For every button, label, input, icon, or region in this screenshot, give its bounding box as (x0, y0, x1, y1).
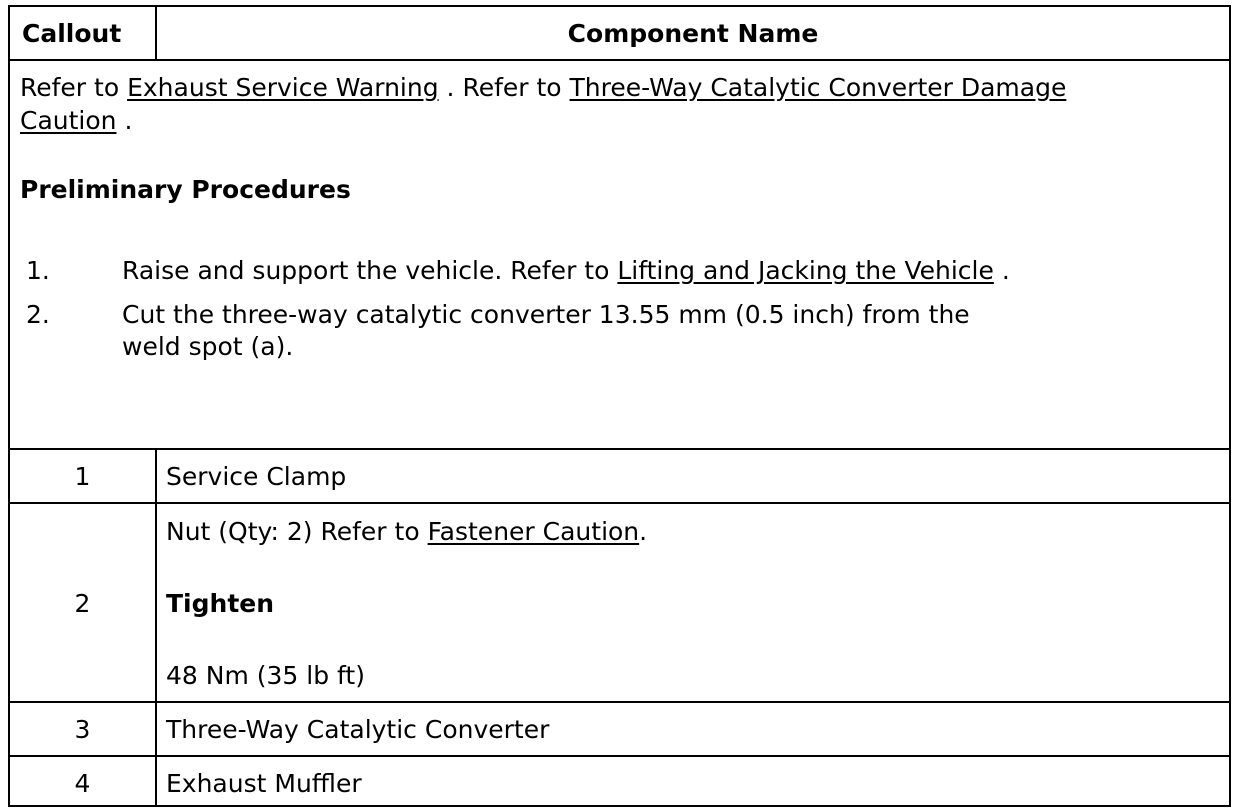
component-name: Exhaust Muffler (166, 769, 362, 798)
component-name-column-header: Component Name (567, 19, 819, 48)
component-cell (157, 703, 1229, 755)
step-2-line2: weld spot (a). (122, 332, 294, 361)
table-row (10, 450, 1229, 504)
refer-text: Refer to (20, 73, 120, 102)
callout-cell (10, 703, 157, 755)
callout-cell (10, 757, 157, 805)
callout-cell (10, 450, 157, 502)
callout-number: 3 (74, 715, 91, 744)
catalytic-converter-damage-caution-link[interactable]: Three-Way Catalytic Converter Damage (569, 73, 1067, 102)
catalytic-converter-damage-caution-link-cont[interactable]: Caution (20, 106, 117, 135)
component-name-text: Nut (Qty: 2) Refer to (166, 517, 420, 546)
table-row (10, 757, 1229, 805)
step-2-line1: Cut the three-way catalytic converter 13.55 mm (0.5 inch) from the (122, 300, 970, 329)
intro-references (20, 71, 1215, 137)
table-row (10, 703, 1229, 757)
section-title: Preliminary Procedures (20, 175, 351, 204)
callout-number: 2 (74, 589, 91, 618)
intro-row (10, 61, 1229, 450)
refer-text: . Refer to (446, 73, 562, 102)
step-text (122, 255, 1062, 287)
refer-suffix: . (124, 106, 133, 135)
callout-number: 4 (74, 769, 91, 798)
torque-value: 48 Nm (35 lb ft) (166, 661, 365, 690)
component-name: Service Clamp (166, 462, 347, 491)
step-number: 2. (26, 300, 50, 329)
callout-cell (10, 504, 157, 701)
component-name (166, 517, 647, 546)
component-header-cell (157, 7, 1229, 59)
tighten-label: Tighten (166, 589, 275, 618)
table-header (10, 7, 1229, 61)
table-row (10, 504, 1229, 703)
callout-number: 1 (74, 462, 91, 491)
lifting-and-jacking-link[interactable]: Lifting and Jacking the Vehicle (617, 256, 994, 285)
component-name: Three-Way Catalytic Converter (166, 715, 550, 744)
fastener-caution-link[interactable]: Fastener Caution (427, 517, 640, 546)
component-cell (157, 504, 1229, 701)
callout-header-cell (10, 7, 157, 59)
step-1 (26, 255, 1176, 287)
component-cell (157, 757, 1229, 805)
callout-column-header: Callout (22, 19, 122, 48)
link-suffix: . (639, 517, 648, 546)
step-2 (26, 299, 1176, 365)
procedure-table (8, 5, 1231, 807)
step-1-suffix: . (1001, 256, 1010, 285)
step-number: 1. (26, 256, 50, 285)
step-1-text: Raise and support the vehicle. Refer to (122, 256, 610, 285)
exhaust-service-warning-link[interactable]: Exhaust Service Warning (127, 73, 439, 102)
step-text (122, 299, 1062, 363)
component-cell (157, 450, 1229, 502)
